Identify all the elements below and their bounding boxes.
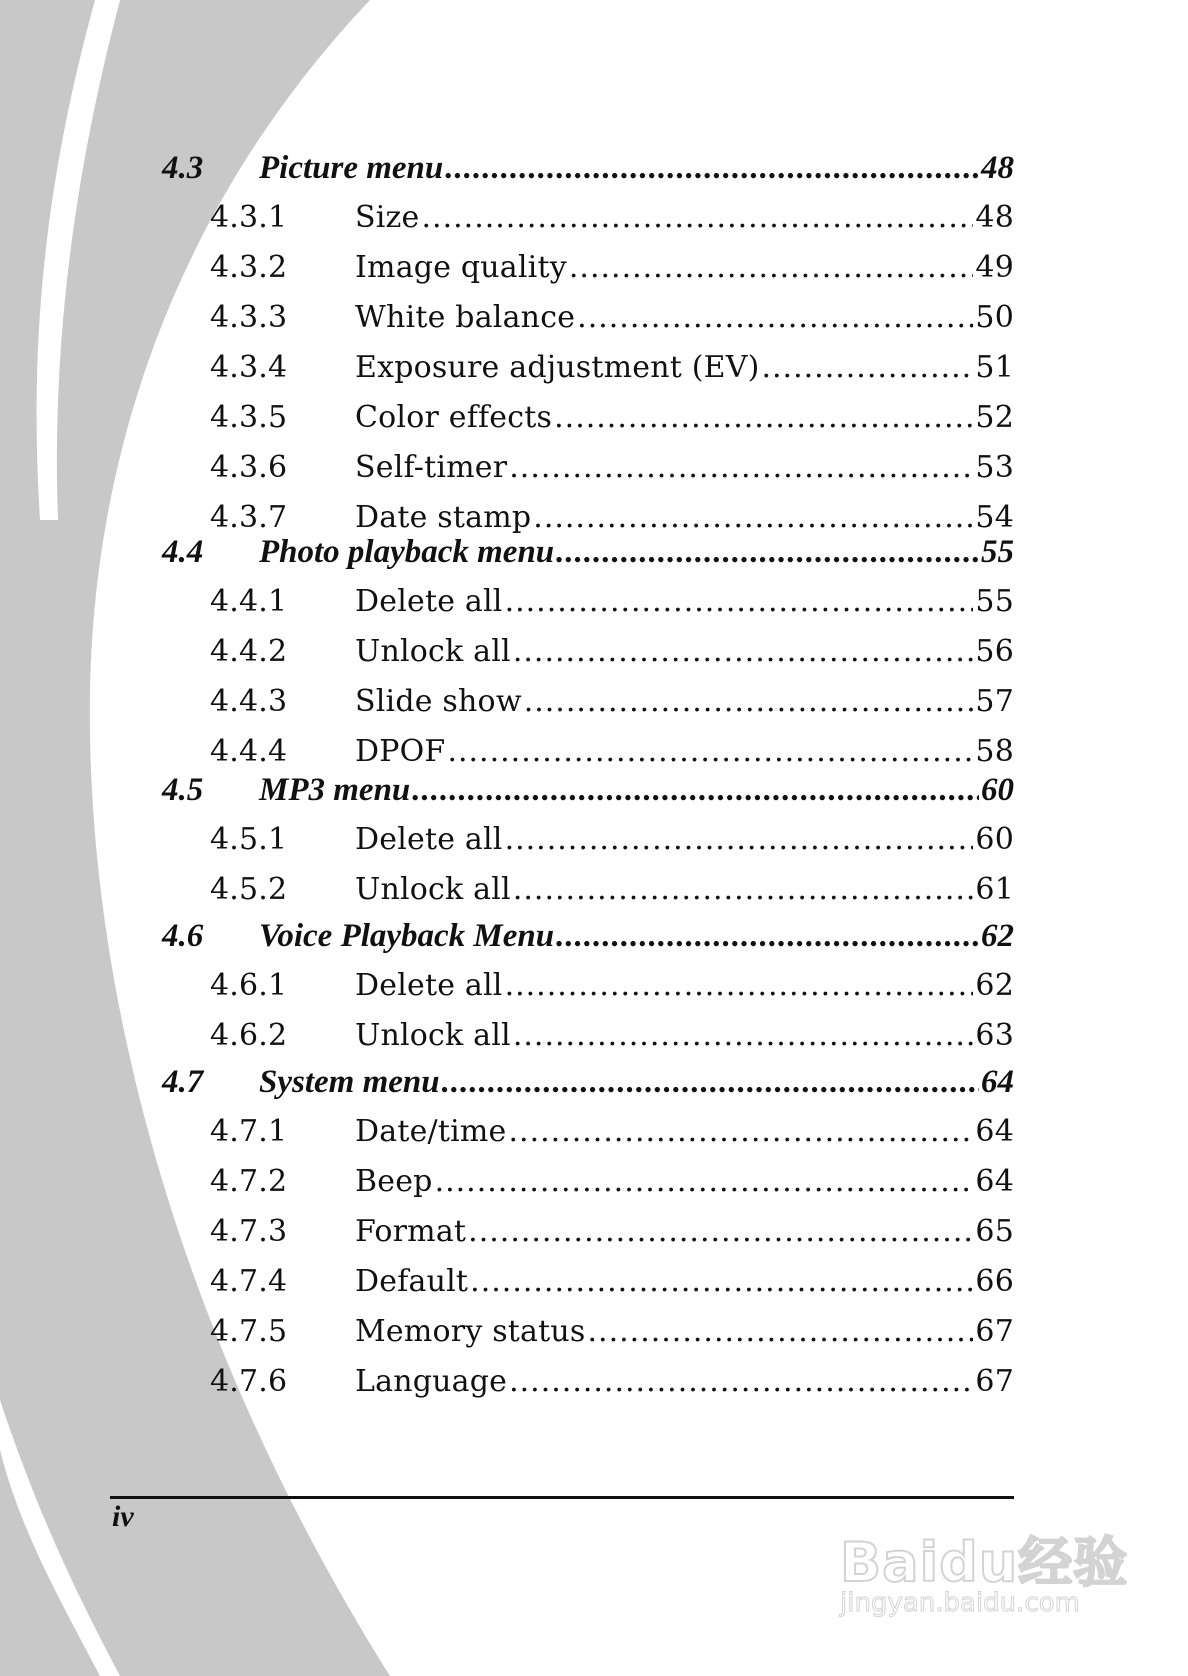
- toc-page-number: 66: [975, 1264, 1014, 1299]
- toc-dot-leader: [442, 1064, 979, 1101]
- toc-title: Delete all: [355, 822, 503, 857]
- toc-number: 4.6.2: [210, 1018, 288, 1053]
- toc-page-number: 58: [975, 734, 1014, 769]
- toc-number: 4.7.6: [210, 1364, 288, 1399]
- toc-page-number: 67: [975, 1364, 1014, 1399]
- toc-dot-leader: [588, 1314, 974, 1349]
- toc-number: 4.4.3: [210, 684, 288, 719]
- toc-dot-leader: [412, 772, 979, 809]
- toc-number: 4.7.5: [210, 1314, 288, 1349]
- toc-number: 4.3.2: [210, 250, 288, 285]
- toc-dot-leader: [513, 634, 974, 669]
- toc-entry-row: [210, 1264, 1014, 1299]
- toc-number: 4.7.1: [210, 1114, 288, 1149]
- toc-number: 4.3.6: [210, 450, 288, 485]
- baidu-watermark: [840, 1500, 1130, 1630]
- toc-dot-leader: [470, 1264, 973, 1299]
- page-number: iv: [112, 1500, 134, 1533]
- toc-title: Language: [355, 1364, 508, 1399]
- toc-title: Color effects: [355, 400, 553, 435]
- toc-dot-leader: [513, 872, 974, 907]
- toc-entry-row: [210, 400, 1014, 435]
- toc-page-number: 54: [975, 500, 1014, 535]
- toc-title: MP3 menu: [259, 772, 411, 808]
- toc-page-number: 67: [975, 1314, 1014, 1349]
- toc-dot-leader: [447, 734, 973, 769]
- toc-page-number: 49: [975, 250, 1014, 285]
- toc-title: Format: [355, 1214, 467, 1249]
- toc-dot-leader: [435, 1164, 974, 1199]
- toc-dot-leader: [533, 500, 973, 535]
- toc-title: Exposure adjustment (EV): [355, 350, 760, 385]
- toc-title: Default: [355, 1264, 469, 1299]
- toc-section-row: [162, 150, 1014, 187]
- toc-entry-row: [210, 200, 1014, 235]
- toc-page-number: 60: [975, 822, 1014, 857]
- toc-dot-leader: [505, 968, 974, 1003]
- toc-entry-row: [210, 734, 1014, 769]
- toc-title: Voice Playback Menu: [259, 918, 555, 954]
- toc-entry-row: [210, 250, 1014, 285]
- toc-page-number: 64: [975, 1114, 1014, 1149]
- toc-title: Date stamp: [355, 500, 532, 535]
- toc-page-number: 51: [975, 350, 1014, 385]
- toc-number: 4.7.2: [210, 1164, 288, 1199]
- toc-number: 4.4.2: [210, 634, 288, 669]
- toc-page-number: 50: [975, 300, 1014, 335]
- toc-dot-leader: [509, 450, 973, 485]
- toc-number: 4.3.7: [210, 500, 288, 535]
- toc-number: 4.3.1: [210, 200, 288, 235]
- toc-number: 4.5: [162, 772, 204, 808]
- toc-page-number: 53: [975, 450, 1014, 485]
- toc-number: 4.5.1: [210, 822, 288, 857]
- toc-dot-leader: [577, 300, 973, 335]
- toc-page-number: 56: [975, 634, 1014, 669]
- toc-title: White balance: [355, 300, 576, 335]
- toc-entry-row: [210, 1018, 1014, 1053]
- toc-number: 4.3.5: [210, 400, 288, 435]
- toc-entry-row: [210, 1364, 1014, 1399]
- toc-number: 4.6: [162, 918, 204, 954]
- toc-section-row: [162, 772, 1014, 809]
- toc-page-number: 64: [981, 1064, 1014, 1100]
- watermark-url: jingyan.baidu.com: [840, 1588, 1080, 1618]
- toc-number: 4.3: [162, 150, 204, 186]
- toc-dot-leader: [524, 684, 974, 719]
- toc-entry-row: [210, 300, 1014, 335]
- toc-entry-row: [210, 450, 1014, 485]
- toc-section-row: [162, 1064, 1014, 1101]
- toc-title: Self-timer: [355, 450, 508, 485]
- toc-title: Picture menu: [259, 150, 444, 186]
- toc-page-number: 61: [975, 872, 1014, 907]
- toc-page-number: 55: [981, 534, 1014, 570]
- toc-title: Date/time: [355, 1114, 507, 1149]
- toc-entry-row: [210, 968, 1014, 1003]
- toc-title: Delete all: [355, 584, 503, 619]
- toc-section-row: [162, 534, 1014, 571]
- toc-page-number: 64: [975, 1164, 1014, 1199]
- toc-entry-row: [210, 1314, 1014, 1349]
- toc-page-number: 63: [975, 1018, 1014, 1053]
- toc-entry-row: [210, 684, 1014, 719]
- toc-dot-leader: [554, 400, 973, 435]
- toc-dot-leader: [505, 822, 974, 857]
- footer-rule: [110, 1496, 1014, 1499]
- toc-dot-leader: [422, 200, 974, 235]
- toc-page-number: 60: [981, 772, 1014, 808]
- toc-title: Photo playback menu: [259, 534, 555, 570]
- toc-number: 4.4.4: [210, 734, 288, 769]
- toc-entry-row: [210, 1114, 1014, 1149]
- toc-entry-row: [210, 634, 1014, 669]
- toc-entry-row: [210, 350, 1014, 385]
- toc-number: 4.7.3: [210, 1214, 288, 1249]
- toc-page-number: 52: [975, 400, 1014, 435]
- toc-title: Image quality: [355, 250, 567, 285]
- toc-dot-leader: [509, 1114, 974, 1149]
- toc-page-number: 48: [981, 150, 1014, 186]
- toc-number: 4.5.2: [210, 872, 288, 907]
- toc-number: 4.7: [162, 1064, 204, 1100]
- toc-number: 4.4: [162, 534, 204, 570]
- toc-dot-leader: [505, 584, 974, 619]
- toc-entry-row: [210, 1214, 1014, 1249]
- toc-dot-leader: [556, 918, 979, 955]
- toc-dot-leader: [468, 1214, 973, 1249]
- toc-number: 4.6.1: [210, 968, 288, 1003]
- toc-section-row: [162, 918, 1014, 955]
- toc-number: 4.3.3: [210, 300, 288, 335]
- toc-dot-leader: [556, 534, 979, 571]
- toc-entry-row: [210, 584, 1014, 619]
- toc-page-number: 55: [975, 584, 1014, 619]
- toc-page-number: 48: [975, 200, 1014, 235]
- toc-title: Beep: [355, 1164, 433, 1199]
- toc-title: System menu: [259, 1064, 440, 1100]
- toc-title: Delete all: [355, 968, 503, 1003]
- toc-title: Size: [355, 200, 420, 235]
- toc-number: 4.4.1: [210, 584, 288, 619]
- toc-dot-leader: [509, 1364, 973, 1399]
- toc-page-number: 57: [975, 684, 1014, 719]
- toc-page-number: 62: [975, 968, 1014, 1003]
- toc-title: Unlock all: [355, 1018, 511, 1053]
- toc-dot-leader: [569, 250, 974, 285]
- toc-title: Memory status: [355, 1314, 586, 1349]
- toc-title: Slide show: [355, 684, 522, 719]
- toc-number: 4.3.4: [210, 350, 288, 385]
- watermark-brand: Baidu经验: [840, 1531, 1129, 1594]
- toc-dot-leader: [513, 1018, 974, 1053]
- toc-entry-row: [210, 500, 1014, 535]
- toc-title: Unlock all: [355, 634, 511, 669]
- toc-entry-row: [210, 822, 1014, 857]
- toc-page-number: 65: [975, 1214, 1014, 1249]
- toc-page-number: 62: [981, 918, 1014, 954]
- toc-dot-leader: [445, 150, 979, 187]
- toc-number: 4.7.4: [210, 1264, 288, 1299]
- toc-dot-leader: [761, 350, 973, 385]
- toc-entry-row: [210, 872, 1014, 907]
- toc-title: DPOF: [355, 734, 446, 769]
- toc-title: Unlock all: [355, 872, 511, 907]
- toc-entry-row: [210, 1164, 1014, 1199]
